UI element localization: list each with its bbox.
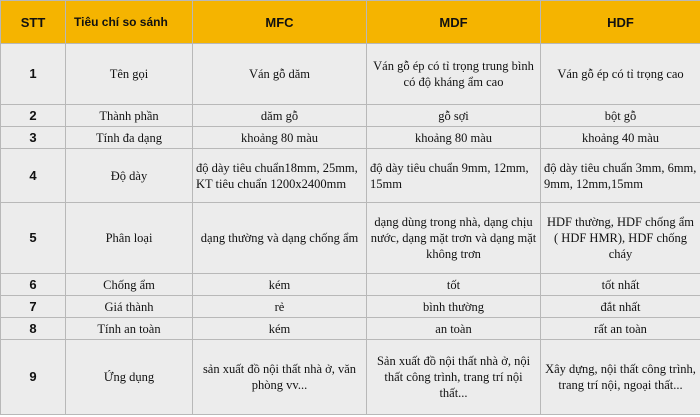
row-criteria: Phân loại xyxy=(66,203,193,274)
row-number: 7 xyxy=(1,296,66,318)
row-number: 4 xyxy=(1,149,66,203)
row-criteria: Tính an toàn xyxy=(66,318,193,340)
row-number: 8 xyxy=(1,318,66,340)
cell-mdf: gỗ sợi xyxy=(367,105,541,127)
header-mdf: MDF xyxy=(367,1,541,44)
cell-mfc: dăm gỗ xyxy=(193,105,367,127)
cell-mfc: dạng thường và dạng chống ẩm xyxy=(193,203,367,274)
table-row xyxy=(1,296,700,318)
cell-hdf: HDF thường, HDF chống ẩm ( HDF HMR), HDF chống cháy xyxy=(541,203,700,274)
row-criteria: Tên gọi xyxy=(66,44,193,105)
row-number: 2 xyxy=(1,105,66,127)
table-row xyxy=(1,149,700,203)
row-number: 9 xyxy=(1,340,66,415)
cell-hdf: rất an toàn xyxy=(541,318,700,340)
cell-mdf: Ván gỗ ép có tỉ trọng trung bình có độ kháng ẩm cao xyxy=(367,44,541,105)
table-row xyxy=(1,105,700,127)
row-criteria: Giá thành xyxy=(66,296,193,318)
cell-hdf: Ván gỗ ép có tỉ trọng cao xyxy=(541,44,700,105)
cell-mfc: kém xyxy=(193,318,367,340)
cell-hdf: độ dày tiêu chuẩn 3mm, 6mm, 9mm, 12mm,15mm xyxy=(541,149,700,203)
cell-mdf: Sản xuất đồ nội thất nhà ở, nội thất công trình, trang trí nội thất... xyxy=(367,340,541,415)
header-criteria: Tiêu chí so sánh xyxy=(66,1,193,44)
table-row xyxy=(1,127,700,149)
table-row xyxy=(1,203,700,274)
cell-mdf: tốt xyxy=(367,274,541,296)
table-row xyxy=(1,340,700,415)
row-criteria: Tính đa dạng xyxy=(66,127,193,149)
cell-hdf: khoảng 40 màu xyxy=(541,127,700,149)
cell-mdf: độ dày tiêu chuẩn 9mm, 12mm, 15mm xyxy=(367,149,541,203)
row-criteria: Ứng dụng xyxy=(66,340,193,415)
row-number: 6 xyxy=(1,274,66,296)
cell-mdf: bình thường xyxy=(367,296,541,318)
cell-mdf: an toàn xyxy=(367,318,541,340)
cell-mfc: sản xuất đồ nội thất nhà ở, văn phòng vv... xyxy=(193,340,367,415)
cell-hdf: Xây dựng, nội thất công trình, trang trí nội, ngoại thất... xyxy=(541,340,700,415)
row-number: 1 xyxy=(1,44,66,105)
table-row xyxy=(1,44,700,105)
cell-mdf: dạng dùng trong nhà, dạng chịu nước, dạng mặt trơn và dạng mặt không trơn xyxy=(367,203,541,274)
cell-mdf: khoảng 80 màu xyxy=(367,127,541,149)
cell-mfc: rẻ xyxy=(193,296,367,318)
row-criteria: Thành phần xyxy=(66,105,193,127)
row-criteria: Độ dày xyxy=(66,149,193,203)
cell-mfc: độ dày tiêu chuẩn18mm, 25mm, KT tiêu chuẩn 1200x2400mm xyxy=(193,149,367,203)
header-mfc: MFC xyxy=(193,1,367,44)
cell-hdf: tốt nhất xyxy=(541,274,700,296)
table-row xyxy=(1,274,700,296)
cell-mfc: khoảng 80 màu xyxy=(193,127,367,149)
row-criteria: Chống ẩm xyxy=(66,274,193,296)
cell-mfc: Ván gỗ dăm xyxy=(193,44,367,105)
cell-mfc: kém xyxy=(193,274,367,296)
cell-hdf: đắt nhất xyxy=(541,296,700,318)
row-number: 5 xyxy=(1,203,66,274)
header-hdf: HDF xyxy=(541,1,700,44)
header-stt: STT xyxy=(1,1,66,44)
cell-hdf: bột gỗ xyxy=(541,105,700,127)
row-number: 3 xyxy=(1,127,66,149)
header-row xyxy=(1,1,700,44)
table-row xyxy=(1,318,700,340)
